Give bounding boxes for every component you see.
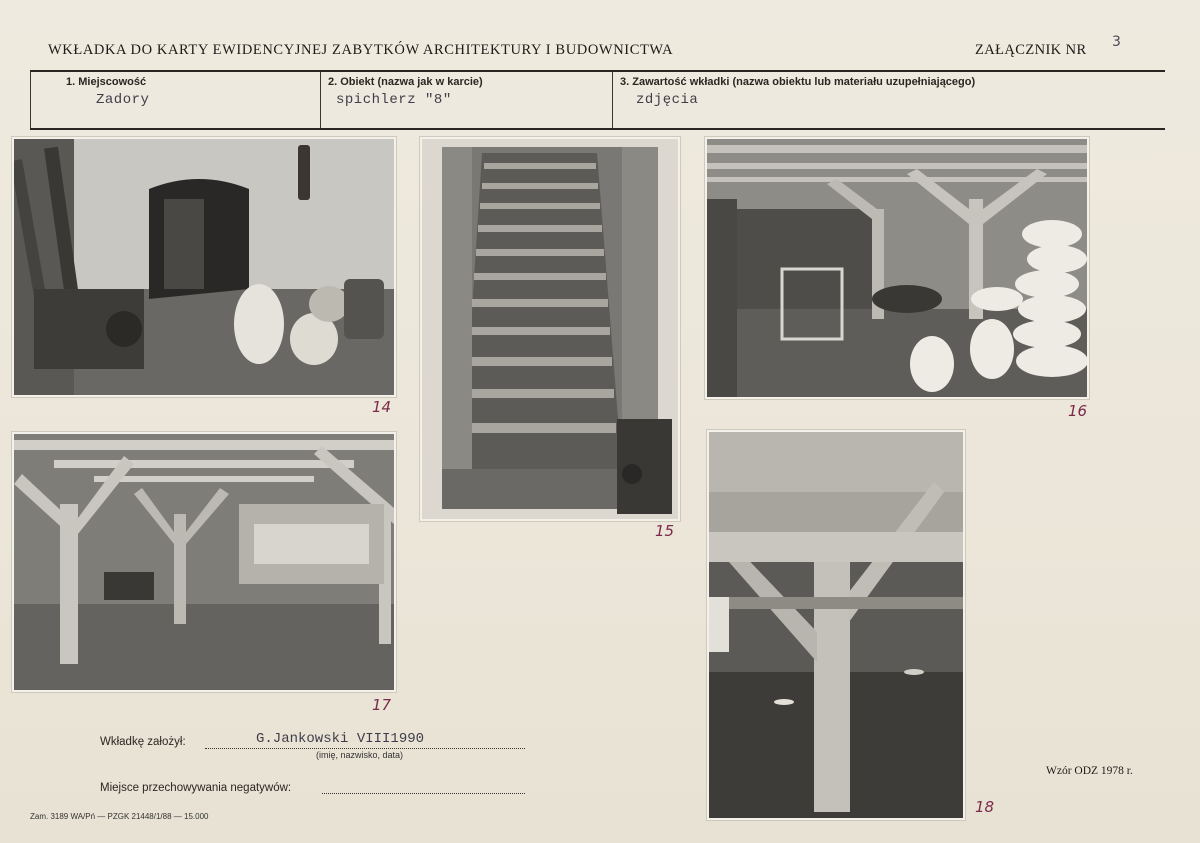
- photo-14-number: 14: [372, 398, 392, 416]
- object-value: spichlerz "8": [336, 92, 452, 108]
- founder-label: Wkładkę założył:: [100, 736, 186, 748]
- founder-value: G.Jankowski VIII1990: [256, 731, 425, 747]
- header-rule-top: [30, 70, 1165, 72]
- photo-18-number: 18: [975, 798, 995, 816]
- print-note: Zam. 3189 WA/Pń — PZGK 21448/1/88 — 15.000: [30, 812, 209, 821]
- locality-label: 1. Miejscowość: [66, 76, 147, 88]
- field-divider: [320, 72, 321, 128]
- field-divider: [612, 72, 613, 128]
- photo-15-number: 15: [655, 522, 675, 540]
- photo-15-image: [422, 139, 678, 519]
- photo-18: [707, 430, 965, 820]
- locality-value: Zadory: [96, 92, 150, 108]
- document-title: WKŁADKA DO KARTY EWIDENCYJNEJ ZABYTKÓW ARCHITEKTURY I BUDOWNICTWA: [48, 42, 674, 58]
- photo-17-number: 17: [372, 696, 392, 714]
- founder-dotted-line: [205, 748, 525, 749]
- contents-value: zdjęcia: [636, 92, 699, 108]
- photo-18-image: [709, 432, 963, 818]
- negatives-dotted-line: [322, 793, 525, 794]
- photo-16-number: 16: [1068, 402, 1088, 420]
- field-divider: [30, 72, 31, 128]
- annex-number: 3: [1112, 34, 1121, 50]
- photo-15: [420, 137, 680, 521]
- header-rule-bottom: [30, 128, 1165, 130]
- object-label: 2. Obiekt (nazwa jak w karcie): [328, 76, 483, 88]
- founder-caption: (imię, nazwisko, data): [316, 750, 404, 760]
- contents-label: 3. Zawartość wkładki (nazwa obiektu lub materiału uzupełniającego): [620, 76, 976, 88]
- photo-17: [12, 432, 396, 692]
- photo-16: [705, 137, 1089, 399]
- photo-16-image: [707, 139, 1087, 397]
- annex-label: ZAŁĄCZNIK NR: [975, 42, 1087, 58]
- photo-14-image: [14, 139, 394, 395]
- photo-14: [12, 137, 396, 397]
- photo-17-image: [14, 434, 394, 690]
- negatives-label: Miejsce przechowywania negatywów:: [100, 782, 292, 794]
- form-model: Wzór ODZ 1978 r.: [1046, 765, 1133, 777]
